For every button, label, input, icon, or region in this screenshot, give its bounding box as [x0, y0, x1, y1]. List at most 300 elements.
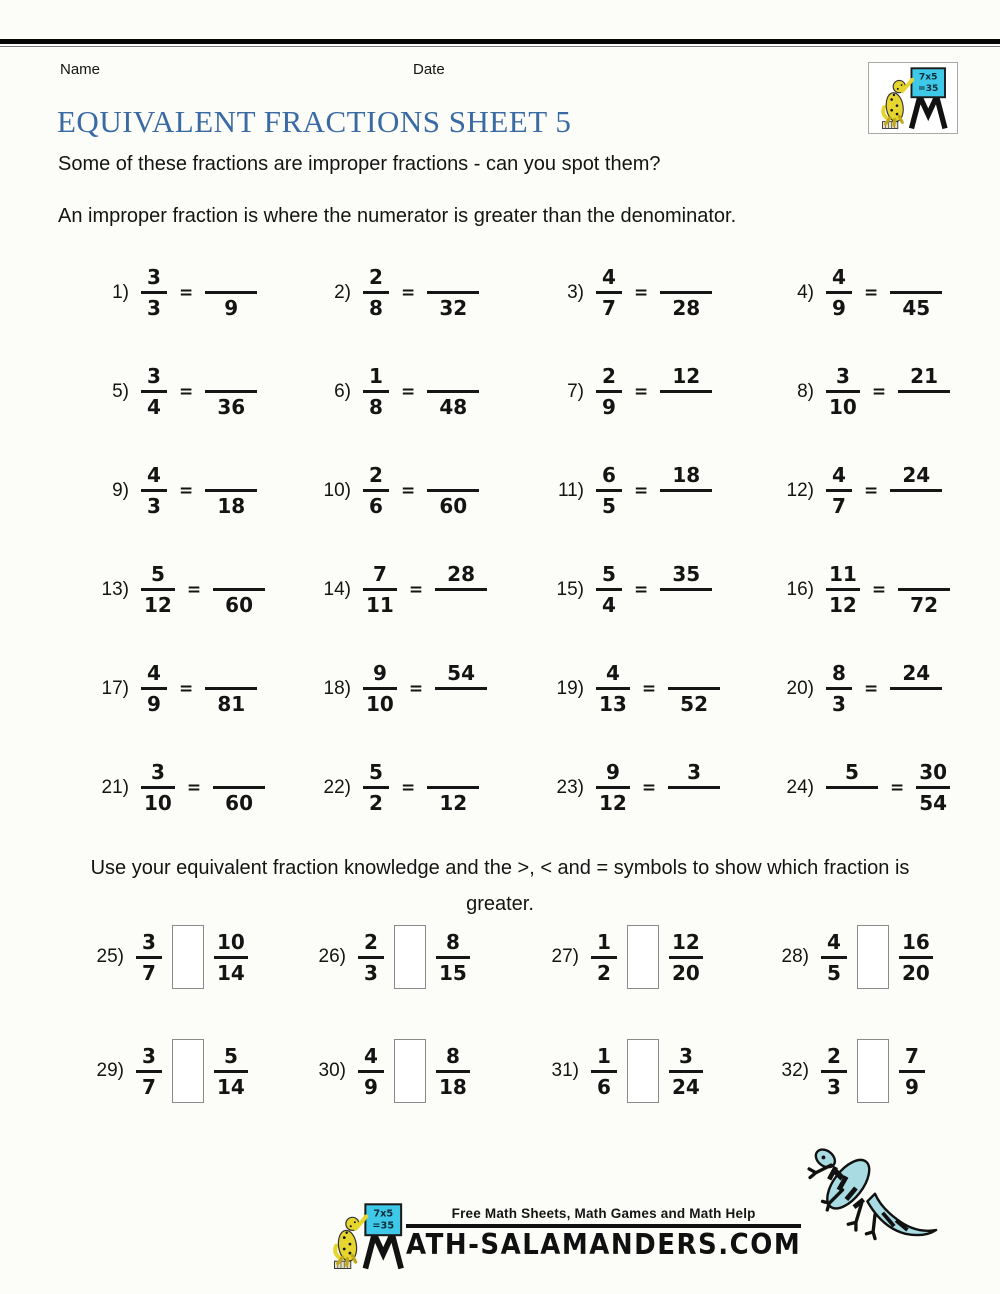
problem-number: 8): [797, 380, 814, 402]
equivalence-problem: [307, 461, 540, 520]
equivalence-problem: [540, 461, 770, 520]
equals-sign: =: [634, 480, 649, 501]
name-label: Name: [60, 61, 101, 78]
equals-sign: =: [634, 381, 649, 402]
denominator: 10: [366, 692, 394, 716]
denominator: 14: [217, 1074, 245, 1099]
fraction: [205, 461, 257, 520]
problem-number: 31): [551, 1060, 579, 1081]
denominator: 24: [672, 1074, 700, 1099]
footer-salamander: [782, 1146, 947, 1251]
problem-number: 6): [334, 380, 351, 402]
denominator: 10: [144, 791, 172, 815]
numerator: 8: [832, 661, 846, 685]
denominator: 6: [369, 494, 383, 518]
problem-number: 17): [101, 677, 129, 699]
fraction: [668, 659, 720, 718]
denominator: 7: [142, 1074, 156, 1099]
fraction: [363, 461, 389, 520]
equivalence-problem: [307, 659, 540, 718]
problem-number: 15): [556, 578, 584, 600]
equivalence-problems-grid: [60, 243, 990, 837]
problem-number: 18): [323, 677, 351, 699]
denominator: 4: [147, 395, 161, 419]
numerator: 54: [447, 661, 476, 685]
equivalence-problem: [85, 461, 307, 520]
denominator: 48: [439, 395, 468, 419]
numerator: 21: [910, 364, 939, 388]
blank-denominator: [458, 690, 464, 718]
page-title: EQUIVALENT FRACTIONS SHEET 5: [57, 104, 572, 139]
fraction: [136, 928, 162, 987]
numerator: 6: [602, 463, 616, 487]
denominator: 36: [217, 395, 246, 419]
equivalence-problem: [85, 659, 307, 718]
fraction: [826, 560, 860, 619]
denominator: 7: [142, 960, 156, 985]
fraction: [363, 758, 389, 817]
equivalence-problem: [540, 560, 770, 619]
numerator: 3: [835, 364, 850, 388]
numerator: 12: [672, 364, 701, 388]
numerator: 18: [672, 463, 701, 487]
svg-text:=35: =35: [372, 1220, 395, 1232]
numerator: 4: [364, 1043, 378, 1068]
comparison-problem: [765, 1039, 965, 1103]
numerator: 12: [672, 929, 700, 954]
numerator: 5: [845, 760, 859, 784]
problem-number: 19): [556, 677, 584, 699]
problem-number: 13): [101, 578, 129, 600]
equivalence-problem: [85, 560, 307, 619]
denominator: 45: [902, 296, 931, 320]
denominator: 12: [144, 593, 172, 617]
blank-denominator: [683, 393, 689, 421]
blank-numerator: [228, 362, 234, 390]
denominator: 10: [829, 395, 857, 419]
problem-number: 30): [318, 1060, 346, 1081]
numerator: 24: [902, 661, 931, 685]
salamander-mascot-icon: [328, 1196, 406, 1276]
fraction: [890, 461, 942, 520]
fraction: [826, 263, 852, 322]
fraction: [436, 928, 470, 987]
numerator: 16: [902, 929, 930, 954]
fraction: [427, 461, 479, 520]
denominator: 54: [919, 791, 948, 815]
denominator: 2: [597, 960, 611, 985]
equivalence-problem: [540, 362, 770, 421]
fraction: [591, 928, 617, 987]
equals-sign: =: [408, 678, 424, 699]
blank-denominator: [683, 591, 689, 619]
fraction: [436, 1042, 470, 1101]
numerator: 11: [829, 562, 857, 586]
problem-number: 28): [781, 946, 809, 967]
blank-denominator: [913, 492, 919, 520]
equivalence-problem: [307, 560, 540, 619]
equals-sign: =: [408, 579, 424, 600]
denominator: 9: [905, 1074, 919, 1099]
numerator: 4: [832, 265, 846, 289]
blank-numerator: [228, 461, 234, 489]
comparison-answer-box: [627, 925, 659, 989]
numerator: 2: [827, 1043, 841, 1068]
numerator: 3: [142, 929, 156, 954]
fraction: [141, 659, 167, 718]
problem-number: 24): [786, 776, 814, 798]
blank-denominator: [458, 591, 464, 619]
denominator: 11: [366, 593, 394, 617]
problem-number: 16): [786, 578, 814, 600]
denominator: 3: [147, 494, 161, 518]
equivalence-problem: [540, 263, 770, 322]
equivalence-problem: [770, 758, 970, 817]
problem-number: 21): [101, 776, 129, 798]
problem-number: 5): [112, 380, 129, 402]
equals-sign: =: [864, 282, 879, 303]
numerator: 4: [602, 265, 616, 289]
denominator: 81: [217, 692, 246, 716]
numerator: 1: [597, 1043, 611, 1068]
blank-denominator: [683, 492, 689, 520]
problem-number: 22): [323, 776, 351, 798]
numerator: 2: [369, 265, 383, 289]
numerator: 4: [832, 463, 846, 487]
fraction: [596, 461, 622, 520]
denominator: 28: [672, 296, 701, 320]
equals-sign: =: [179, 678, 194, 699]
equals-sign: =: [401, 777, 416, 798]
problem-number: 10): [323, 479, 351, 501]
salamander-icon: [782, 1146, 947, 1251]
date-label: Date: [413, 61, 445, 78]
fraction: [660, 560, 712, 619]
blank-denominator: [913, 690, 919, 718]
fraction: [363, 560, 397, 619]
denominator: 18: [217, 494, 246, 518]
equals-sign: =: [179, 282, 194, 303]
blank-denominator: [849, 789, 855, 817]
footer-mascot: [328, 1196, 406, 1276]
blank-numerator: [236, 560, 242, 588]
problem-number: 29): [96, 1060, 124, 1081]
svg-text:7x5: 7x5: [918, 72, 938, 83]
fraction: [821, 928, 847, 987]
equivalence-problem: [307, 758, 540, 817]
equivalence-problem: [770, 461, 970, 520]
problem-number: 23): [556, 776, 584, 798]
fraction: [898, 362, 950, 421]
fraction: [141, 362, 167, 421]
fraction: [596, 362, 622, 421]
blank-numerator: [913, 263, 919, 291]
denominator: 6: [597, 1074, 611, 1099]
fraction: [214, 928, 248, 987]
fraction: [358, 928, 384, 987]
numerator: 35: [672, 562, 701, 586]
blank-numerator: [691, 659, 697, 687]
equals-sign: =: [890, 777, 905, 798]
denominator: 60: [225, 593, 254, 617]
fraction: [596, 758, 630, 817]
fraction: [205, 362, 257, 421]
denominator: 72: [910, 593, 939, 617]
numerator: 5: [602, 562, 616, 586]
fraction: [899, 1042, 925, 1101]
equivalence-problem: [770, 263, 970, 322]
fraction: [826, 461, 852, 520]
comparison-problem: [535, 1039, 765, 1103]
problem-number: 9): [112, 479, 129, 501]
denominator: 3: [364, 960, 378, 985]
fraction: [660, 362, 712, 421]
blank-numerator: [228, 263, 234, 291]
numerator: 3: [150, 760, 165, 784]
fraction: [141, 560, 175, 619]
problem-number: 26): [318, 946, 346, 967]
problem-number: 4): [797, 281, 814, 303]
problem-number: 11): [557, 479, 584, 501]
fraction: [213, 758, 265, 817]
fraction: [435, 560, 487, 619]
comparison-problem: [302, 925, 535, 989]
numerator: 7: [372, 562, 387, 586]
denominator: 4: [602, 593, 616, 617]
fraction: [660, 461, 712, 520]
equivalence-problem: [770, 659, 970, 718]
denominator: 5: [602, 494, 616, 518]
denominator: 7: [602, 296, 616, 320]
blank-numerator: [450, 263, 456, 291]
fraction: [141, 263, 167, 322]
comparison-problem: [80, 1039, 302, 1103]
numerator: 4: [605, 661, 620, 685]
fraction: [427, 362, 479, 421]
blank-numerator: [450, 362, 456, 390]
blank-numerator: [683, 263, 689, 291]
fraction: [898, 560, 950, 619]
denominator: 18: [439, 1074, 467, 1099]
equivalence-problem: [85, 263, 307, 322]
fraction: [141, 461, 167, 520]
equals-sign: =: [401, 282, 416, 303]
fraction: [363, 362, 389, 421]
fraction: [363, 659, 397, 718]
comparison-problem: [302, 1039, 535, 1103]
equals-sign: =: [634, 579, 649, 600]
comparison-problem: [535, 925, 765, 989]
denominator: 3: [147, 296, 161, 320]
fraction: [363, 263, 389, 322]
comparison-answer-box: [172, 925, 204, 989]
comparison-answer-box: [857, 925, 889, 989]
numerator: 1: [369, 364, 383, 388]
fraction: [435, 659, 487, 718]
comparison-problem: [80, 925, 302, 989]
fraction: [427, 263, 479, 322]
footer-site-name: ATH-SALAMANDERS.COM: [406, 1228, 802, 1261]
denominator: 60: [439, 494, 468, 518]
numerator: 5: [150, 562, 165, 586]
footer-logo: [328, 1196, 802, 1276]
equals-sign: =: [871, 579, 887, 600]
denominator: 12: [599, 791, 627, 815]
fraction: [591, 1042, 617, 1101]
comparison-problem: [765, 925, 965, 989]
equivalence-problem: [770, 362, 970, 421]
denominator: 20: [902, 960, 930, 985]
problem-number: 27): [551, 946, 579, 967]
blank-numerator: [236, 758, 242, 786]
numerator: 2: [602, 364, 616, 388]
fraction: [427, 758, 479, 817]
comparison-answer-box: [394, 1039, 426, 1103]
fraction: [214, 1042, 248, 1101]
fraction: [826, 659, 852, 718]
denominator: 12: [829, 593, 857, 617]
denominator: 3: [827, 1074, 841, 1099]
numerator: 8: [445, 1043, 460, 1068]
equals-sign: =: [179, 480, 194, 501]
blank-denominator: [691, 789, 697, 817]
numerator: 30: [919, 760, 948, 784]
numerator: 28: [447, 562, 476, 586]
numerator: 10: [217, 929, 245, 954]
subtitle: Some of these fractions are improper fractions - can you spot them?: [58, 153, 661, 175]
denominator: 14: [217, 960, 245, 985]
problem-number: 20): [786, 677, 814, 699]
denominator: 52: [680, 692, 709, 716]
blank-numerator: [228, 659, 234, 687]
blank-numerator: [450, 758, 456, 786]
svg-text:7x5: 7x5: [373, 1208, 394, 1220]
problem-number: 1): [112, 281, 129, 303]
numerator: 5: [223, 1043, 238, 1068]
denominator: 2: [369, 791, 383, 815]
fraction: [890, 263, 942, 322]
numerator: 2: [364, 929, 378, 954]
equals-sign: =: [634, 282, 649, 303]
fraction: [890, 659, 942, 718]
denominator: 8: [369, 395, 383, 419]
numerator: 5: [369, 760, 383, 784]
problem-number: 14): [323, 578, 351, 600]
equals-sign: =: [871, 381, 887, 402]
fraction: [899, 928, 933, 987]
fraction: [136, 1042, 162, 1101]
denominator: 9: [364, 1074, 378, 1099]
numerator: 3: [147, 265, 161, 289]
fraction: [916, 758, 950, 817]
numerator: 3: [147, 364, 161, 388]
denominator: 7: [832, 494, 846, 518]
equals-sign: =: [641, 678, 657, 699]
numerator: 9: [372, 661, 387, 685]
problem-number: 3): [567, 281, 584, 303]
top-divider: [0, 39, 1000, 47]
denominator: 9: [224, 296, 239, 320]
denominator: 13: [599, 692, 627, 716]
numerator: 4: [827, 929, 841, 954]
equals-sign: =: [864, 678, 879, 699]
fraction: [205, 263, 257, 322]
footer-tagline: Free Math Sheets, Math Games and Math Help: [451, 1206, 756, 1221]
fraction: [826, 362, 860, 421]
numerator: 3: [142, 1043, 156, 1068]
equals-sign: =: [186, 777, 202, 798]
denominator: 8: [369, 296, 383, 320]
intro-text: An improper fraction is where the numerator is greater than the denominator.: [58, 205, 737, 227]
fraction: [821, 1042, 847, 1101]
fraction: [669, 928, 703, 987]
denominator: 20: [672, 960, 700, 985]
fraction: [660, 263, 712, 322]
svg-text:=35: =35: [918, 84, 939, 95]
equals-sign: =: [401, 381, 416, 402]
comparison-answer-box: [172, 1039, 204, 1103]
equals-sign: =: [401, 480, 416, 501]
problem-number: 25): [96, 946, 124, 967]
problem-number: 12): [786, 479, 814, 501]
blank-denominator: [921, 393, 927, 421]
equals-sign: =: [179, 381, 194, 402]
comparison-answer-box: [857, 1039, 889, 1103]
numerator: 3: [687, 760, 702, 784]
equivalence-problem: [540, 659, 770, 718]
numerator: 8: [445, 929, 460, 954]
denominator: 9: [832, 296, 846, 320]
equivalence-problem: [770, 560, 970, 619]
footer-divider: [406, 1224, 801, 1228]
salamander-mascot-icon: [872, 66, 954, 130]
denominator: 5: [827, 960, 841, 985]
numerator: 2: [369, 463, 383, 487]
comparison-problems-grid: [60, 900, 985, 1128]
denominator: 15: [439, 960, 467, 985]
numerator: 1: [597, 929, 611, 954]
problem-number: 2): [334, 281, 351, 303]
equivalence-problem: [540, 758, 770, 817]
problem-number: 32): [781, 1060, 809, 1081]
blank-numerator: [921, 560, 927, 588]
numerator: 7: [905, 1043, 919, 1068]
fraction: [826, 758, 878, 817]
numerator: 4: [147, 463, 161, 487]
equivalence-problem: [307, 362, 540, 421]
fraction: [205, 659, 257, 718]
comparison-answer-box: [394, 925, 426, 989]
fraction: [141, 758, 175, 817]
fraction: [596, 659, 630, 718]
denominator: 32: [439, 296, 468, 320]
fraction: [596, 560, 622, 619]
numerator: 3: [678, 1043, 693, 1068]
blank-numerator: [450, 461, 456, 489]
fraction: [596, 263, 622, 322]
fraction: [358, 1042, 384, 1101]
equals-sign: =: [641, 777, 657, 798]
equals-sign: =: [864, 480, 879, 501]
denominator: 3: [832, 692, 846, 716]
denominator: 60: [225, 791, 254, 815]
comparison-instruction: Use your equivalent fraction knowledge and the >, < and = symbols to show which fraction is greater.: [90, 857, 910, 915]
brand-logo: [868, 62, 958, 134]
fraction: [669, 1042, 703, 1101]
comparison-answer-box: [627, 1039, 659, 1103]
numerator: 9: [605, 760, 620, 784]
equivalence-problem: [85, 362, 307, 421]
